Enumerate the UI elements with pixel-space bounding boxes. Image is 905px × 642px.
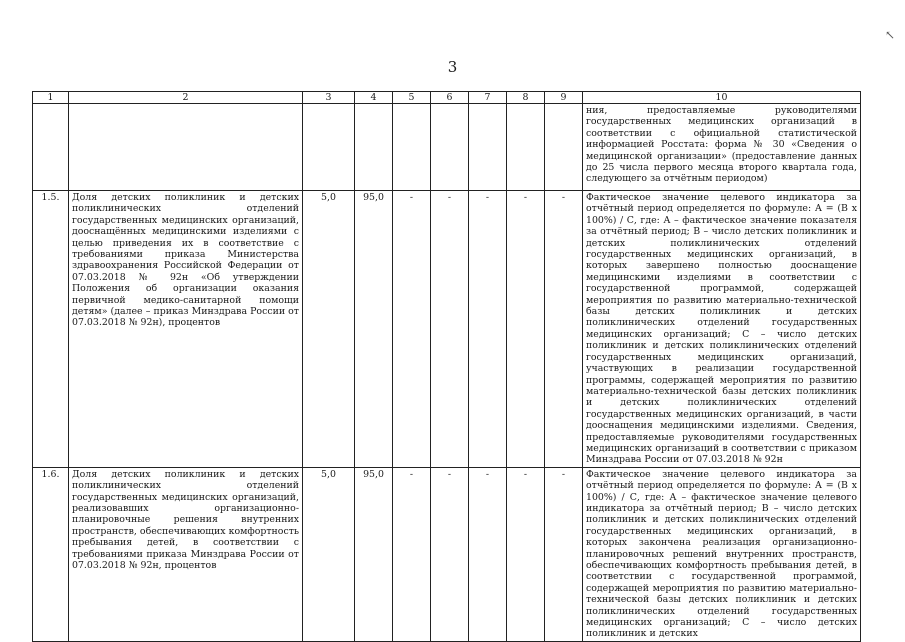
header-cell: 1 [33, 92, 69, 104]
header-row [33, 92, 861, 104]
header-cell: 6 [431, 92, 469, 104]
value-cell: - [431, 191, 469, 468]
value-cell: 95,0 [355, 191, 393, 468]
value-cell: 5,0 [303, 467, 355, 641]
value-cell [393, 104, 431, 191]
method-description: Фактическое значение целевого индикатора за отчётный период определяется по формуле: А = (В х 100%) / С, где: А – фактическое значение целевого индикатора за отчётный период; В – число детских поликлиник и детских поликлинических отделений государственных медицинских организаций, в которых закончена реализация организационно-планировочных решений внутренних пространств, обеспечивающих комфортность пребывания детей, в соответствии с государственной программой, содержащей мероприятия по развитию материально-технической базы детских поликлиник и детских поликлинических отделений государственных медицинских организаций; С – число детских поликлиник и детских [583, 467, 861, 641]
value-cell: - [469, 191, 507, 468]
header-cell: 2 [69, 92, 303, 104]
value-cell: - [469, 467, 507, 641]
value-cell: - [393, 191, 431, 468]
indicator-name: Доля детских поликлиник и детских поликлинических отделений государственных медицинских организаций, дооснащённых медицинскими изделиями с целью приведения их в соответствие с требованиями приказа Министерства здравоохранения Российской Федерации от 07.03.2018 № 92н «Об утверждении Положения об организации оказания первичной медико-санитарной помощи детям» (далее – приказ Минздрава России от 07.03.2018 № 92н), процентов [69, 191, 303, 468]
value-cell: - [507, 191, 545, 468]
value-cell: - [545, 467, 583, 641]
header-cell: 7 [469, 92, 507, 104]
method-description: ния, предоставляемые руководителями государственных медицинских организаций в соответствии с официальной статистической информацией Росстата: форма № 30 «Сведения о медицинской организации» (предоставление данных до 25 числа первого месяца второго квартала года, следующего за отчётным периодом) [583, 104, 861, 191]
row-number: 1.5. [33, 191, 69, 468]
value-cell [469, 104, 507, 191]
indicator-name [69, 104, 303, 191]
value-cell: 5,0 [303, 191, 355, 468]
value-cell [431, 104, 469, 191]
header-cell: 10 [583, 92, 861, 104]
page-number: 3 [447, 58, 458, 76]
value-cell [355, 104, 393, 191]
header-cell: 3 [303, 92, 355, 104]
header-cell: 4 [355, 92, 393, 104]
row-number: 1.6. [33, 467, 69, 641]
corner-mark: ↖ [884, 28, 895, 42]
header-cell: 9 [545, 92, 583, 104]
value-cell [303, 104, 355, 191]
value-cell: 95,0 [355, 467, 393, 641]
method-description: Фактическое значение целевого индикатора за отчётный период определяется по формуле: А = (В х 100%) / С, где: А – фактическое значение показателя за отчётный период; В – число детских поликлиник и детских поликлинических отделений государственных медицинских организаций, в которых завершено полностью дооснащение медицинскими изделиями в соответствии с государственной программой, содержащей мероприятия по развитию материально-технической базы детских поликлиник и детских поликлинических отделений государственных медицинских организаций; С – число детских поликлиник и детских поликлинических отделений государственных медицинских организаций, участвующих в реализации государственной программы, содержащей мероприятия по развитию материально-технической базы детских поликлиник и детских поликлинических отделений государственных медицинских организаций, в части дооснащения медицинскими изделиями. Сведения, предоставляемые руководителями государственных медицинских организаций в соответствии с приказом Минздрава России от 07.03.2018 № 92н [583, 191, 861, 468]
value-cell: - [393, 467, 431, 641]
table-row [33, 191, 861, 468]
indicators-table [32, 91, 861, 642]
header-cell: 5 [393, 92, 431, 104]
value-cell: - [507, 467, 545, 641]
value-cell [545, 104, 583, 191]
indicator-name: Доля детских поликлиник и детских поликлинических отделений государственных медицинских организаций, реализовавших организационно-планировочные решения внутренних пространств, обеспечивающих комфортность пребывания детей, в соответствии с требованиями приказа Минздрава России от 07.03.2018 № 92н, процентов [69, 467, 303, 641]
row-number [33, 104, 69, 191]
value-cell: - [545, 191, 583, 468]
value-cell: - [431, 467, 469, 641]
table-row [33, 467, 861, 641]
value-cell [507, 104, 545, 191]
table-row [33, 104, 861, 191]
header-cell: 8 [507, 92, 545, 104]
